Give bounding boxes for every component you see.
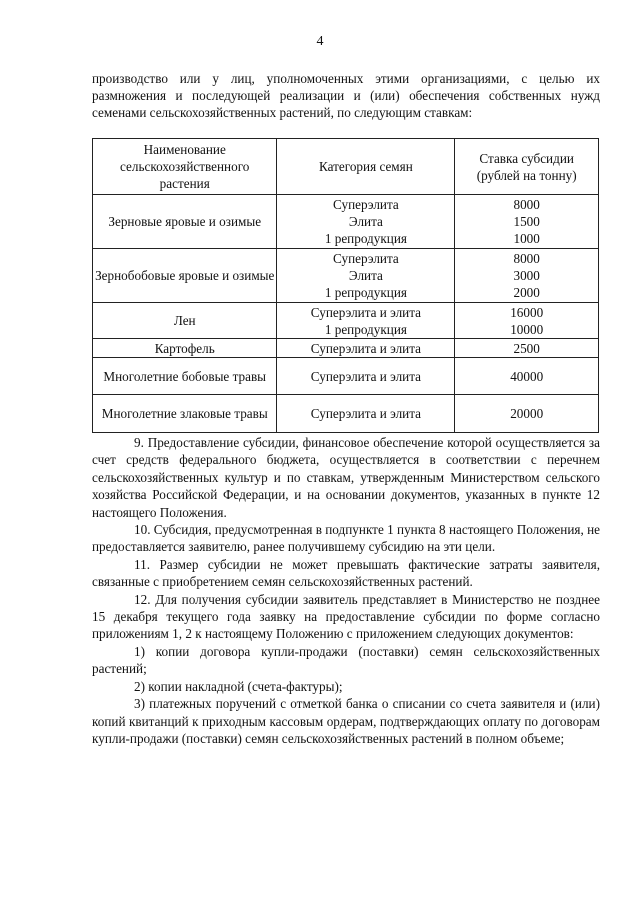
rate-value: 1000	[513, 231, 540, 246]
header-rate: Ставка субсидии (рублей на тонну)	[455, 139, 599, 195]
category-value: Элита	[348, 268, 383, 283]
rate-value: 3000	[513, 268, 540, 283]
category-value: 1 репродукция	[324, 285, 407, 300]
paragraph-11: 11. Размер субсидии не может превышать фактические затраты заявителя, связанные с приобретением семян сельскохозяйственных растений.	[92, 556, 600, 590]
page-number: 4	[316, 34, 324, 49]
crop-cell: Картофель	[93, 339, 277, 358]
document-body	[92, 434, 600, 747]
list-item: 1) копии договора купли-продажи (поставки) семян сельскохозяйственных растений;	[92, 643, 600, 677]
table-row	[93, 339, 599, 358]
list-item: 3) платежных поручений с отметкой банка о списании со счета заявителя и (или) копий квитанций к приходным кассовым ордерам, подтверждающих оплату по договорам купли-продажи (поставки) семян сельскохозяйственных растений в полном объеме;	[92, 696, 600, 746]
subsidy-rates-table	[92, 138, 599, 433]
category-value: Суперэлита	[333, 197, 399, 212]
rate-cell	[455, 303, 599, 339]
rate-value: 16000	[510, 304, 544, 320]
category-value: Суперэлита	[333, 251, 399, 266]
crop-cell: Многолетние бобовые травы	[93, 358, 277, 395]
table-row	[93, 195, 599, 249]
crop-cell: Зерновые яровые и озимые	[93, 195, 277, 249]
table-header-row	[93, 139, 599, 195]
category-value: Элита	[348, 214, 383, 229]
crop-cell: Многолетние злаковые травы	[93, 395, 277, 433]
rate-value: 10000	[510, 321, 544, 337]
header-category: Категория семян	[277, 139, 455, 195]
category-cell: Суперэлита и элита	[277, 339, 455, 358]
paragraph-12: 12. Для получения субсидии заявитель представляет в Министерство не позднее 15 декабря текущего года заявку на предоставление субсидии по форме согласно приложениям 1, 2 к настоящему Положению с приложением следующих документов:	[92, 591, 600, 642]
rate-cell: 40000	[455, 358, 599, 395]
category-cell: Суперэлита и элита	[277, 358, 455, 395]
table-row	[93, 395, 599, 433]
rate-value: 8000	[513, 197, 540, 212]
rate-value: 8000	[513, 251, 540, 266]
rate-cell	[455, 249, 599, 303]
category-cell	[277, 195, 455, 249]
rate-value: 1500	[513, 214, 540, 229]
category-cell	[277, 249, 455, 303]
crop-cell: Зернобобовые яровые и озимые	[93, 249, 277, 303]
rate-cell: 20000	[455, 395, 599, 433]
rate-cell: 2500	[455, 339, 599, 358]
paragraph-10: 10. Субсидия, предусмотренная в подпункте 1 пункта 8 настоящего Положения, не предоставляется заявителю, ранее получившему субсидию на эти цели.	[92, 522, 600, 555]
rate-cell	[455, 195, 599, 249]
rate-value: 2000	[513, 285, 540, 300]
category-value: 1 репродукция	[324, 231, 407, 246]
table-row	[93, 303, 599, 339]
header-crop: Наименование сельскохозяйственного растения	[93, 139, 277, 195]
crop-cell: Лен	[93, 303, 277, 339]
category-value: Суперэлита и элита	[310, 304, 422, 320]
table-row	[93, 358, 599, 395]
list-item: 2) копии накладной (счета-фактуры);	[134, 678, 343, 694]
category-cell	[277, 303, 455, 339]
category-value: 1 репродукция	[324, 321, 407, 337]
paragraph-9: 9. Предоставление субсидии, финансовое обеспечение которой осуществляется за счет средств федерального бюджета, осуществляется в соответствии с перечнем сельскохозяйственных культур и по ставкам, утвержденным Министерством сельского хозяйства Российской Федерации, и на основании документов, указанных в пункте 12 настоящего Положения.	[92, 435, 600, 520]
table-row	[93, 249, 599, 303]
category-cell: Суперэлита и элита	[277, 395, 455, 433]
intro-paragraph: производство или у лиц, уполномоченных этими организациями, с целью их размножения и последующей реализации и (или) обеспечения собственных нужд семенами сельскохозяйственных растений, по следующим ставкам:	[92, 71, 600, 120]
